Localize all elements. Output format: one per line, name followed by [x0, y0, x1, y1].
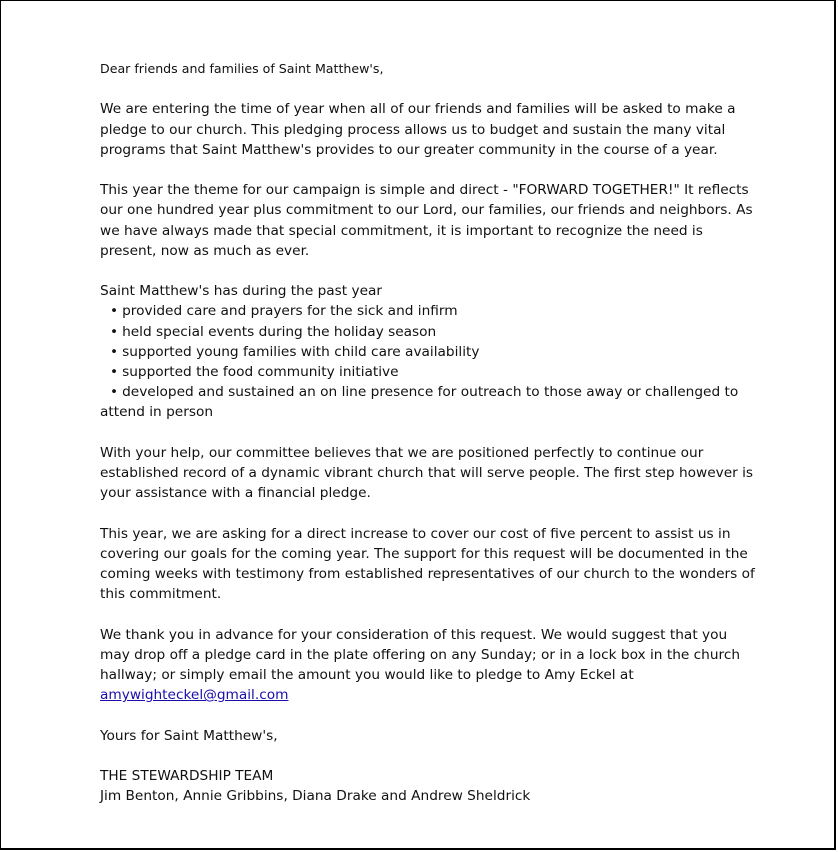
- salutation: Dear friends and families of Saint Matthew's,: [100, 61, 384, 76]
- bullet-icon: •: [110, 323, 119, 340]
- paragraph-committee: With your help, our committee believes that we are positioned perfectly to continue our established record of a dynamic vibrant church that will serve people. The first step however is your assistance with a financial pledge.: [100, 444, 754, 502]
- list-intro: Saint Matthew's has during the past year: [100, 283, 383, 300]
- bullet-icon: •: [110, 364, 119, 380]
- letter-body: [100, 59, 760, 806]
- closing: Yours for Saint Matthew's,: [100, 727, 278, 744]
- list-item: • supported the food community initiative: [110, 364, 399, 380]
- paragraph-pledge-intro: We are entering the time of year when all of our friends and families will be asked to make a pledge to our church. This pledging process allows us to budget and sustain the many vital programs that Saint Matthew's provides to our greater community in the course of a year.: [100, 101, 736, 158]
- email-link[interactable]: amywighteckel@gmail.com: [100, 687, 289, 704]
- paragraph-campaign-theme: This year the theme for our campaign is simple and direct - "FORWARD TOGETHER!" It reflects our one hundred year plus commitment to our Lord, our families, our friends and neighbors. As we have always made that special commitment, it is important to recognize the need is present, now as much as ever.: [100, 182, 753, 259]
- accomplishments-list: [100, 301, 760, 422]
- bullet-icon: •: [110, 303, 119, 320]
- list-item: • developed and sustained an on line presence for outreach to those away or challenged to attend in person: [100, 384, 739, 421]
- bullet-icon: •: [110, 343, 119, 360]
- list-item: • held special events during the holiday season: [110, 323, 437, 340]
- team-name: THE STEWARDSHIP TEAM: [100, 767, 274, 784]
- list-item: • supported young families with child care availability: [110, 343, 480, 360]
- list-item: • provided care and prayers for the sick and infirm: [110, 303, 458, 320]
- bullet-icon: •: [110, 384, 119, 401]
- paragraph-thanks: We thank you in advance for your consideration of this request. We would suggest that you may drop off a pledge card in the plate offering on any Sunday; or in a lock box in the church hallway; or simply email the amount you would like to pledge to Amy Eckel at amywighteckel@gmail.com: [100, 626, 741, 704]
- paragraph-increase-request: This year, we are asking for a direct increase to cover our cost of five percent to assist us in covering our goals for the coming year. The support for this request will be documented in the coming weeks with testimony from established representatives of our church to the wonders of this commitment.: [100, 525, 755, 603]
- team-members: Jim Benton, Annie Gribbins, Diana Drake and Andrew Sheldrick: [100, 788, 531, 805]
